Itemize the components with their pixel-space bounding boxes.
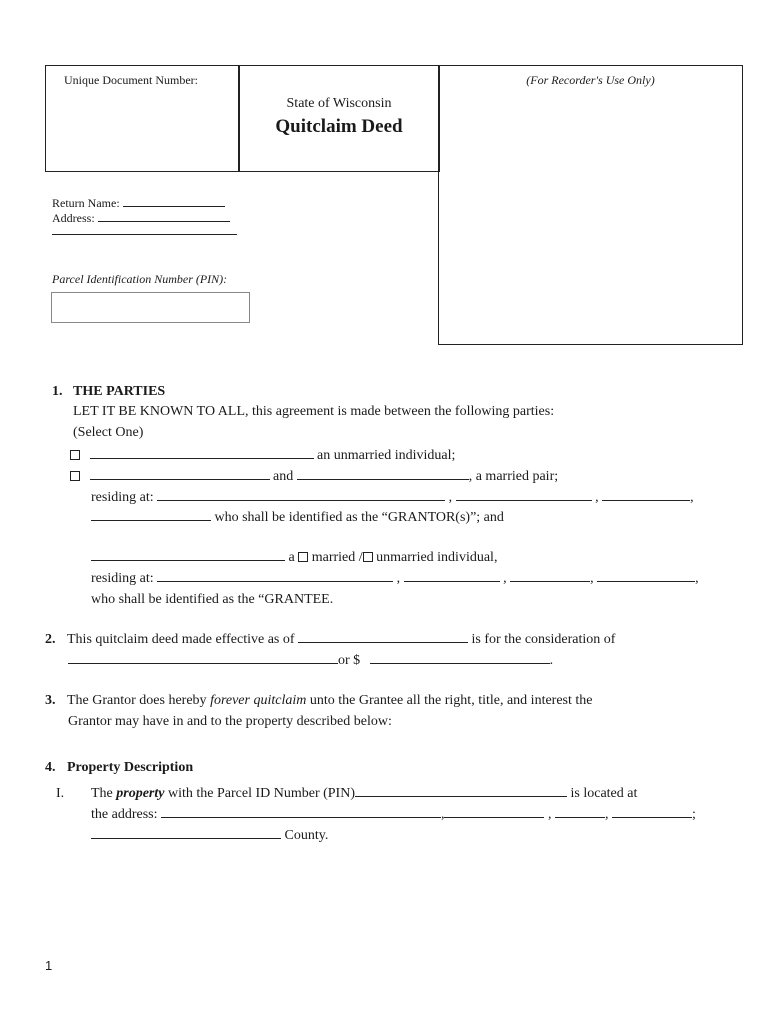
grantor-street-field[interactable] — [157, 488, 445, 501]
comma: , — [448, 490, 453, 505]
unique-doc-label: Unique Document Number: — [64, 73, 198, 87]
grantee-residing-row — [91, 569, 699, 589]
section1-heading: THE PARTIES — [73, 384, 166, 399]
section4-text-a: The — [91, 786, 113, 801]
property-county-row — [91, 826, 328, 846]
return-name-label: Return Name: — [52, 196, 120, 210]
option-unmarried-row — [70, 446, 455, 466]
section1-intro: LET IT BE KNOWN TO ALL, this agreement is made between the following parties: — [73, 404, 555, 419]
section4-heading: Property Description — [67, 760, 194, 775]
pin-input[interactable] — [51, 292, 250, 323]
grantor-name2-field[interactable] — [297, 467, 469, 480]
grantor-zip-field[interactable] — [91, 508, 211, 521]
grantor-name1-field[interactable] — [90, 467, 270, 480]
section3-text-b: unto the Grantee all the right, title, and interest the — [309, 693, 593, 708]
section1-number: 1. — [52, 384, 63, 399]
section1-heading-row — [52, 382, 165, 402]
grantor-identify-text: who shall be identified as the “GRANTOR(s)”; and — [214, 510, 504, 525]
section2-row1 — [45, 630, 615, 650]
comma: , — [440, 807, 445, 822]
grantee-unmarried-checkbox[interactable] — [363, 552, 373, 562]
address-label: Address: — [52, 211, 95, 225]
address-line-2[interactable] — [52, 234, 237, 235]
section3-text-a: The Grantor does hereby — [67, 693, 207, 708]
recorder-label: (For Recorder's Use Only) — [526, 73, 655, 87]
section4-heading-row — [45, 758, 193, 778]
comma: , — [690, 490, 694, 505]
grantor-residing-row — [91, 488, 694, 508]
section2-number: 2. — [45, 632, 56, 647]
comma: , — [604, 807, 609, 822]
comma: , — [695, 571, 699, 586]
section2-period: . — [549, 653, 554, 668]
comma: , — [547, 807, 552, 822]
grantee-name-field[interactable] — [91, 548, 285, 561]
grantee-zip-field[interactable] — [597, 569, 695, 582]
option-unmarried-text: an unmarried individual; — [317, 448, 456, 463]
grantor-identify-row — [91, 508, 504, 528]
grantee-residing-label: residing at: — [91, 571, 154, 586]
state-label: State of Wisconsin — [286, 96, 392, 111]
section2-row2 — [68, 651, 553, 671]
comma: , — [503, 571, 507, 586]
comma: , — [396, 571, 401, 586]
section4-text-c: is located at — [570, 786, 638, 801]
grantee-city-field[interactable] — [404, 569, 500, 582]
property-city-field[interactable] — [444, 805, 544, 818]
grantee-married-label: married / — [311, 550, 363, 565]
property-zip-field[interactable] — [612, 805, 692, 818]
grantee-a: a — [288, 550, 295, 565]
section3-text-em: forever quitclaim — [210, 693, 307, 708]
section2-text-a: This quitclaim deed made effective as of — [67, 632, 295, 647]
section1-select: (Select One) — [73, 425, 144, 440]
section3-row1 — [45, 691, 593, 711]
section3-number: 3. — [45, 693, 56, 708]
comma: , — [590, 571, 594, 586]
grantor-state-field[interactable] — [602, 488, 690, 501]
option-unmarried-checkbox[interactable] — [70, 450, 80, 460]
comma: , — [595, 490, 599, 505]
grantor-city-field[interactable] — [456, 488, 592, 501]
property-county-field[interactable] — [91, 826, 281, 839]
address-row — [52, 208, 230, 228]
recorder-box — [438, 65, 743, 345]
consideration-text-field[interactable] — [68, 651, 338, 664]
option-married-text: , a married pair; — [468, 469, 559, 484]
section4-item-number: I. — [56, 786, 65, 801]
grantee-street-field[interactable] — [157, 569, 393, 582]
grantee-married-checkbox[interactable] — [298, 552, 308, 562]
section4-text-b: with the Parcel ID Number (PIN) — [167, 786, 355, 801]
section4-number: 4. — [45, 760, 56, 775]
grantee-name-row — [91, 548, 497, 568]
section4-item-row — [56, 784, 637, 804]
pin-label: Parcel Identification Number (PIN): — [52, 272, 228, 286]
grantee-state-field[interactable] — [510, 569, 590, 582]
section3-text-c: Grantor may have in and to the property described below: — [68, 714, 392, 729]
grantee-identify-text: who shall be identified as the “GRANTEE. — [91, 592, 334, 607]
return-name-field[interactable] — [123, 194, 225, 207]
page-title: Quitclaim Deed — [275, 116, 403, 137]
consideration-amount-field[interactable] — [370, 651, 550, 664]
property-county-label: County. — [284, 828, 329, 843]
section4-text-strong: property — [116, 786, 165, 801]
property-state-field[interactable] — [555, 805, 605, 818]
effective-date-field[interactable] — [298, 630, 468, 643]
property-address-row — [91, 805, 696, 825]
semicolon: ; — [691, 807, 696, 822]
grantor-name-field[interactable] — [90, 446, 314, 459]
property-pin-field[interactable] — [355, 784, 567, 797]
section2-text-b: is for the consideration of — [471, 632, 616, 647]
option-married-row — [70, 467, 558, 487]
grantee-unmarried-label: unmarried individual, — [376, 550, 498, 565]
section2-text-c: or $ — [338, 653, 361, 668]
property-address-label: the address: — [91, 807, 158, 822]
option-married-checkbox[interactable] — [70, 471, 80, 481]
page-number: 1 — [45, 958, 53, 973]
address-field[interactable] — [98, 209, 230, 222]
property-street-field[interactable] — [161, 805, 441, 818]
option-married-and: and — [273, 469, 294, 484]
grantor-residing-label: residing at: — [91, 490, 154, 505]
